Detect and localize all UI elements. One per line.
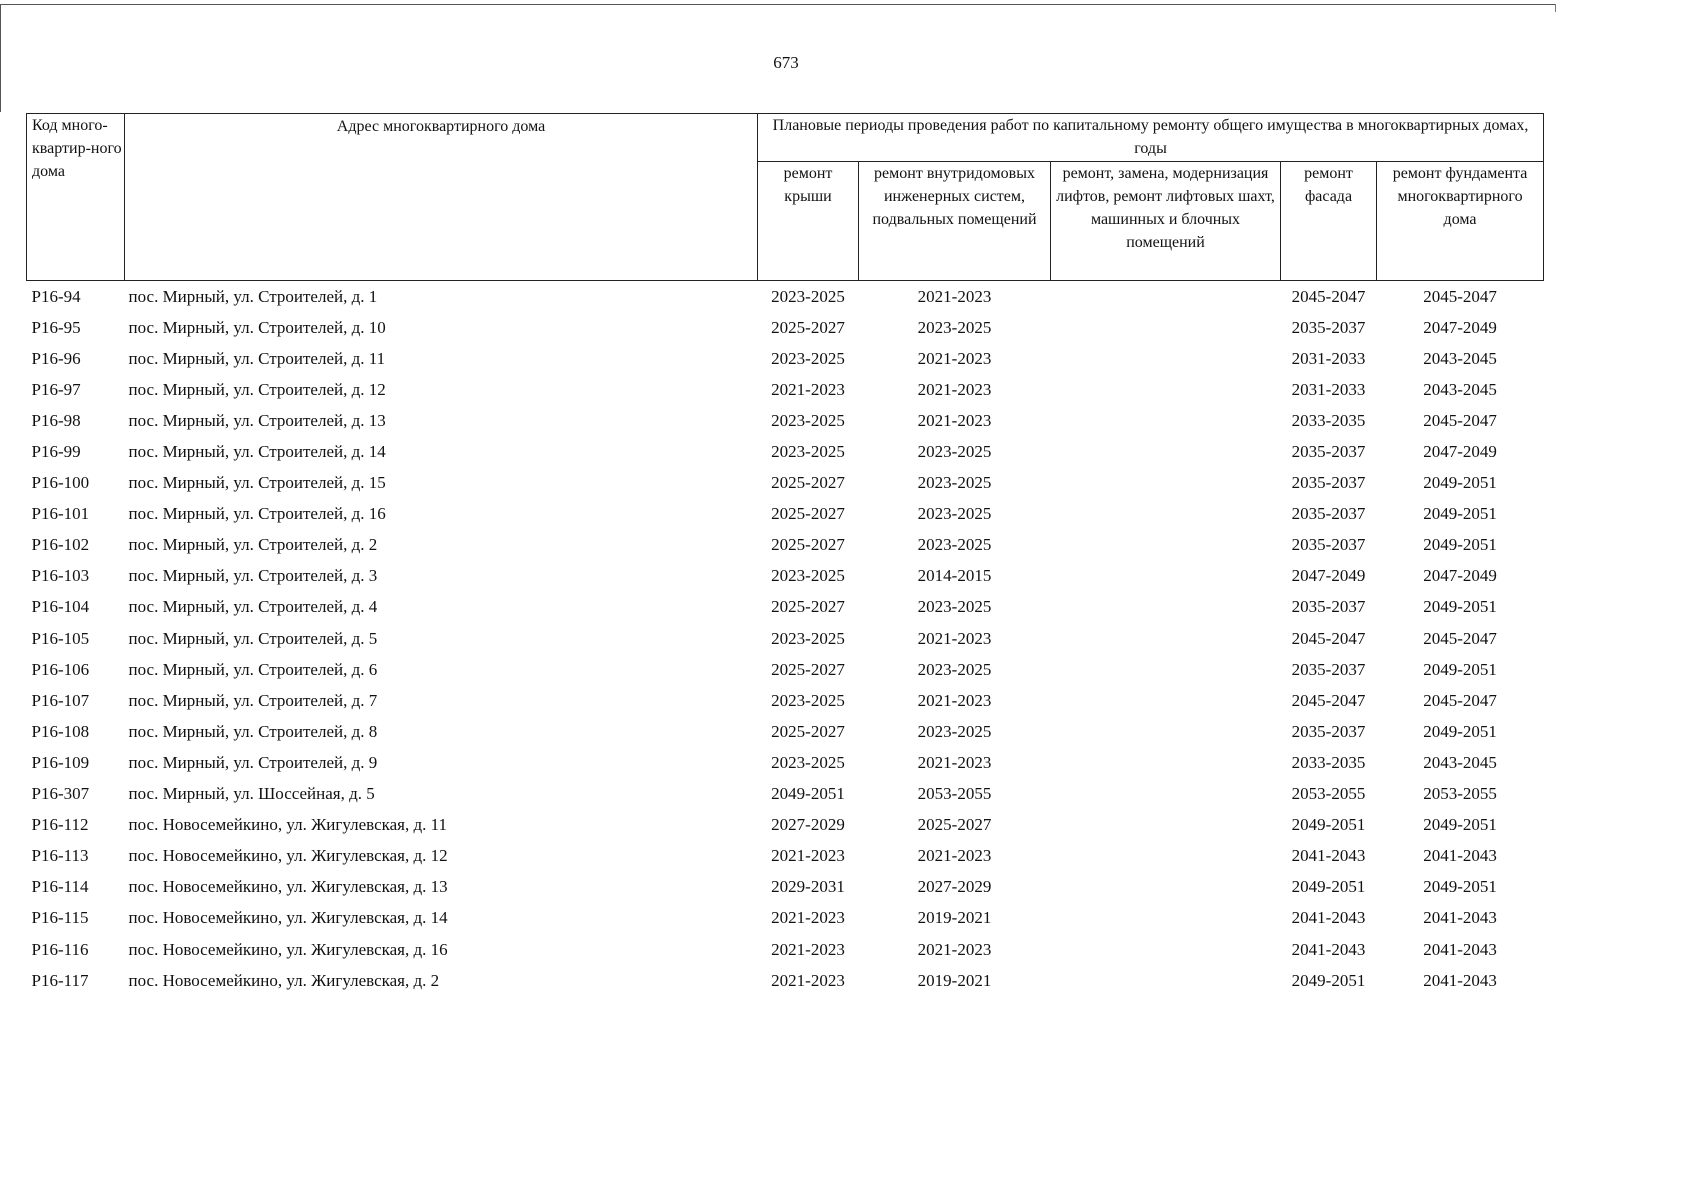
cell-engineering: 2021-2023 — [917, 348, 992, 368]
table-row — [27, 312, 1544, 343]
cell-facade: 2045-2047 — [1291, 286, 1366, 306]
cell-elevator — [1051, 872, 1281, 903]
cell-elevator — [1051, 934, 1281, 965]
cell-facade: 2035-2037 — [1291, 597, 1366, 617]
cell-elevator — [1051, 405, 1281, 436]
page-number: 673 — [773, 53, 799, 72]
header-elevator: ремонт, замена, модернизация лифтов, ремонт лифтовых шахт, машинных и блочных помещений — [1051, 162, 1281, 281]
cell-roof: 2023-2025 — [771, 566, 845, 586]
cell-foundation: 2041-2043 — [1423, 939, 1497, 959]
cell-elevator — [1051, 312, 1281, 343]
cell-code: Р16-117 — [31, 970, 89, 990]
cell-facade: 2033-2035 — [1291, 752, 1366, 772]
cell-facade: 2035-2037 — [1291, 317, 1366, 337]
header-facade: ремонт фасада — [1281, 162, 1377, 281]
cell-roof: 2025-2027 — [771, 597, 845, 617]
cell-facade: 2035-2037 — [1291, 721, 1366, 741]
cell-roof: 2023-2025 — [771, 752, 845, 772]
cell-facade: 2041-2043 — [1291, 908, 1366, 928]
cell-code: Р16-100 — [31, 473, 90, 493]
cell-facade: 2041-2043 — [1291, 939, 1366, 959]
cell-engineering: 2014-2015 — [917, 566, 992, 586]
cell-address: пос. Мирный, ул. Строителей, д. 15 — [128, 473, 386, 493]
cell-engineering: 2023-2025 — [917, 659, 992, 679]
cell-foundation: 2049-2051 — [1423, 877, 1497, 897]
cell-foundation: 2045-2047 — [1423, 690, 1497, 710]
table-row — [27, 872, 1544, 903]
page-frame-left-line — [0, 4, 1, 112]
cell-address: пос. Мирный, ул. Строителей, д. 3 — [128, 566, 378, 586]
cell-code: Р16-98 — [31, 410, 81, 430]
page-frame-top-line — [0, 4, 1555, 5]
table-row — [27, 530, 1544, 561]
cell-code: Р16-94 — [31, 286, 81, 306]
page-frame-right-line — [1555, 4, 1556, 12]
cell-code: Р16-115 — [31, 908, 89, 928]
cell-engineering: 2019-2021 — [917, 908, 992, 928]
cell-elevator — [1051, 779, 1281, 810]
cell-address: пос. Новосемейкино, ул. Жигулевская, д. 2 — [128, 970, 440, 990]
cell-elevator — [1051, 561, 1281, 592]
cell-elevator — [1051, 747, 1281, 778]
cell-roof: 2025-2027 — [771, 721, 845, 741]
table-row — [27, 436, 1544, 467]
cell-roof: 2025-2027 — [771, 504, 845, 524]
table-row — [27, 499, 1544, 530]
cell-engineering: 2023-2025 — [917, 721, 992, 741]
header-foundation: ремонт фундамента многоквартирного дома — [1377, 162, 1544, 281]
cell-foundation: 2047-2049 — [1423, 566, 1497, 586]
cell-address: пос. Мирный, ул. Шоссейная, д. 5 — [128, 784, 375, 804]
cell-elevator — [1051, 499, 1281, 530]
cell-facade: 2035-2037 — [1291, 473, 1366, 493]
cell-foundation: 2043-2045 — [1423, 379, 1497, 399]
table-header — [27, 114, 1544, 281]
cell-elevator — [1051, 841, 1281, 872]
cell-code: Р16-108 — [31, 721, 90, 741]
cell-code: Р16-99 — [31, 442, 81, 462]
table-row — [27, 623, 1544, 654]
cell-foundation: 2045-2047 — [1423, 410, 1497, 430]
cell-roof: 2027-2029 — [771, 815, 845, 835]
cell-facade: 2049-2051 — [1291, 877, 1366, 897]
cell-foundation: 2047-2049 — [1423, 442, 1497, 462]
table-row — [27, 716, 1544, 747]
cell-foundation: 2053-2055 — [1423, 784, 1497, 804]
cell-elevator — [1051, 374, 1281, 405]
cell-elevator — [1051, 468, 1281, 499]
table-row — [27, 965, 1544, 996]
cell-roof: 2021-2023 — [771, 846, 845, 866]
table-row — [27, 592, 1544, 623]
cell-facade: 2035-2037 — [1291, 504, 1366, 524]
cell-engineering: 2021-2023 — [917, 752, 992, 772]
cell-facade: 2045-2047 — [1291, 690, 1366, 710]
table-row — [27, 747, 1544, 778]
cell-foundation: 2041-2043 — [1423, 908, 1497, 928]
cell-address: пос. Мирный, ул. Строителей, д. 4 — [128, 597, 378, 617]
cell-foundation: 2049-2051 — [1423, 473, 1497, 493]
cell-roof: 2025-2027 — [771, 473, 845, 493]
cell-elevator — [1051, 436, 1281, 467]
cell-facade: 2053-2055 — [1291, 784, 1366, 804]
cell-elevator — [1051, 965, 1281, 996]
cell-foundation: 2043-2045 — [1423, 348, 1497, 368]
cell-engineering: 2023-2025 — [917, 597, 992, 617]
cell-code: Р16-97 — [31, 379, 81, 399]
cell-code: Р16-105 — [31, 628, 90, 648]
header-code: Код много-квартир-ного дома — [27, 114, 125, 281]
cell-engineering: 2025-2027 — [917, 815, 992, 835]
cell-foundation: 2047-2049 — [1423, 317, 1497, 337]
cell-foundation: 2049-2051 — [1423, 535, 1497, 555]
cell-code: Р16-101 — [31, 504, 90, 524]
cell-address: пос. Мирный, ул. Строителей, д. 14 — [128, 442, 386, 462]
cell-engineering: 2023-2025 — [917, 442, 992, 462]
cell-facade: 2047-2049 — [1291, 566, 1366, 586]
cell-facade: 2045-2047 — [1291, 628, 1366, 648]
cell-elevator — [1051, 716, 1281, 747]
cell-foundation: 2045-2047 — [1423, 628, 1497, 648]
cell-facade: 2031-2033 — [1291, 379, 1366, 399]
cell-foundation: 2049-2051 — [1423, 815, 1497, 835]
cell-engineering: 2021-2023 — [917, 286, 992, 306]
cell-code: Р16-102 — [31, 535, 90, 555]
table-row — [27, 281, 1544, 313]
cell-engineering: 2021-2023 — [917, 939, 992, 959]
cell-facade: 2049-2051 — [1291, 970, 1366, 990]
cell-code: Р16-114 — [31, 877, 89, 897]
cell-address: пос. Мирный, ул. Строителей, д. 11 — [128, 348, 386, 368]
cell-elevator — [1051, 530, 1281, 561]
table-row — [27, 841, 1544, 872]
cell-code: Р16-113 — [31, 846, 89, 866]
cell-engineering: 2021-2023 — [917, 379, 992, 399]
cell-code: Р16-104 — [31, 597, 90, 617]
header-engineering: ремонт внутридомовых инженерных систем, подвальных помещений — [859, 162, 1051, 281]
cell-code: Р16-109 — [31, 752, 90, 772]
cell-code: Р16-107 — [31, 690, 90, 710]
cell-address: пос. Мирный, ул. Строителей, д. 16 — [128, 504, 386, 524]
cell-address: пос. Мирный, ул. Строителей, д. 10 — [128, 317, 386, 337]
cell-foundation: 2049-2051 — [1423, 597, 1497, 617]
cell-engineering: 2023-2025 — [917, 317, 992, 337]
cell-facade: 2041-2043 — [1291, 846, 1366, 866]
header-roof: ремонт крыши — [758, 162, 859, 281]
cell-code: Р16-116 — [31, 939, 89, 959]
cell-address: пос. Новосемейкино, ул. Жигулевская, д. 12 — [128, 846, 448, 866]
cell-code: Р16-96 — [31, 348, 81, 368]
cell-foundation: 2041-2043 — [1423, 846, 1497, 866]
cell-roof: 2023-2025 — [771, 286, 845, 306]
cell-address: пос. Новосемейкино, ул. Жигулевская, д. 11 — [128, 815, 448, 835]
cell-facade: 2035-2037 — [1291, 442, 1366, 462]
cell-engineering: 2027-2029 — [917, 877, 992, 897]
cell-address: пос. Новосемейкино, ул. Жигулевская, д. 13 — [128, 877, 448, 897]
cell-elevator — [1051, 623, 1281, 654]
cell-facade: 2031-2033 — [1291, 348, 1366, 368]
cell-code: Р16-103 — [31, 566, 90, 586]
cell-elevator — [1051, 592, 1281, 623]
cell-foundation: 2049-2051 — [1423, 659, 1497, 679]
cell-engineering: 2021-2023 — [917, 628, 992, 648]
cell-roof: 2049-2051 — [771, 784, 845, 804]
cell-roof: 2021-2023 — [771, 908, 845, 928]
cell-facade: 2033-2035 — [1291, 410, 1366, 430]
cell-facade: 2035-2037 — [1291, 659, 1366, 679]
cell-roof: 2023-2025 — [771, 690, 845, 710]
cell-engineering: 2021-2023 — [917, 410, 992, 430]
cell-address: пос. Мирный, ул. Строителей, д. 13 — [128, 410, 386, 430]
cell-code: Р16-307 — [31, 784, 90, 804]
cell-address: пос. Мирный, ул. Строителей, д. 7 — [128, 690, 378, 710]
cell-elevator — [1051, 281, 1281, 313]
cell-foundation: 2049-2051 — [1423, 504, 1497, 524]
table-body — [27, 281, 1544, 997]
cell-engineering: 2023-2025 — [917, 473, 992, 493]
table-row — [27, 561, 1544, 592]
cell-engineering: 2021-2023 — [917, 846, 992, 866]
table-row — [27, 903, 1544, 934]
cell-code: Р16-95 — [31, 317, 81, 337]
cell-roof: 2021-2023 — [771, 970, 845, 990]
header-address: Адрес многоквартирного дома — [125, 114, 758, 281]
cell-roof: 2029-2031 — [771, 877, 845, 897]
cell-elevator — [1051, 343, 1281, 374]
cell-roof: 2021-2023 — [771, 939, 845, 959]
cell-address: пос. Мирный, ул. Строителей, д. 6 — [128, 659, 378, 679]
cell-roof: 2025-2027 — [771, 317, 845, 337]
cell-address: пос. Мирный, ул. Строителей, д. 9 — [128, 752, 378, 772]
cell-elevator — [1051, 654, 1281, 685]
cell-foundation: 2043-2045 — [1423, 752, 1497, 772]
cell-roof: 2023-2025 — [771, 348, 845, 368]
cell-foundation: 2045-2047 — [1423, 286, 1497, 306]
header-planned-periods: Плановые периоды проведения работ по капитальному ремонту общего имущества в многоквартирных домах, годы — [758, 114, 1544, 162]
cell-address: пос. Мирный, ул. Строителей, д. 2 — [128, 535, 378, 555]
cell-roof: 2023-2025 — [771, 628, 845, 648]
cell-engineering: 2023-2025 — [917, 535, 992, 555]
cell-elevator — [1051, 685, 1281, 716]
table-row — [27, 654, 1544, 685]
cell-code: Р16-112 — [31, 815, 89, 835]
cell-engineering: 2019-2021 — [917, 970, 992, 990]
cell-address: пос. Мирный, ул. Строителей, д. 1 — [128, 286, 378, 306]
table-row — [27, 468, 1544, 499]
cell-elevator — [1051, 903, 1281, 934]
table-row — [27, 779, 1544, 810]
cell-address: пос. Новосемейкино, ул. Жигулевская, д. 14 — [128, 908, 448, 928]
table-row — [27, 343, 1544, 374]
cell-foundation: 2041-2043 — [1423, 970, 1497, 990]
cell-address: пос. Мирный, ул. Строителей, д. 8 — [128, 721, 378, 741]
capital-repair-schedule-table — [26, 113, 1544, 996]
cell-address: пос. Новосемейкино, ул. Жигулевская, д. 16 — [128, 939, 448, 959]
table-row — [27, 810, 1544, 841]
cell-roof: 2021-2023 — [771, 379, 845, 399]
cell-engineering: 2021-2023 — [917, 690, 992, 710]
cell-roof: 2023-2025 — [771, 410, 845, 430]
table-row — [27, 405, 1544, 436]
cell-engineering: 2023-2025 — [917, 504, 992, 524]
cell-code: Р16-106 — [31, 659, 90, 679]
cell-roof: 2023-2025 — [771, 442, 845, 462]
table-row — [27, 374, 1544, 405]
cell-elevator — [1051, 810, 1281, 841]
table-row — [27, 685, 1544, 716]
cell-facade: 2049-2051 — [1291, 815, 1366, 835]
cell-address: пос. Мирный, ул. Строителей, д. 5 — [128, 628, 378, 648]
cell-roof: 2025-2027 — [771, 659, 845, 679]
table-row — [27, 934, 1544, 965]
cell-facade: 2035-2037 — [1291, 535, 1366, 555]
cell-engineering: 2053-2055 — [917, 784, 992, 804]
cell-roof: 2025-2027 — [771, 535, 845, 555]
cell-address: пос. Мирный, ул. Строителей, д. 12 — [128, 379, 386, 399]
cell-foundation: 2049-2051 — [1423, 721, 1497, 741]
